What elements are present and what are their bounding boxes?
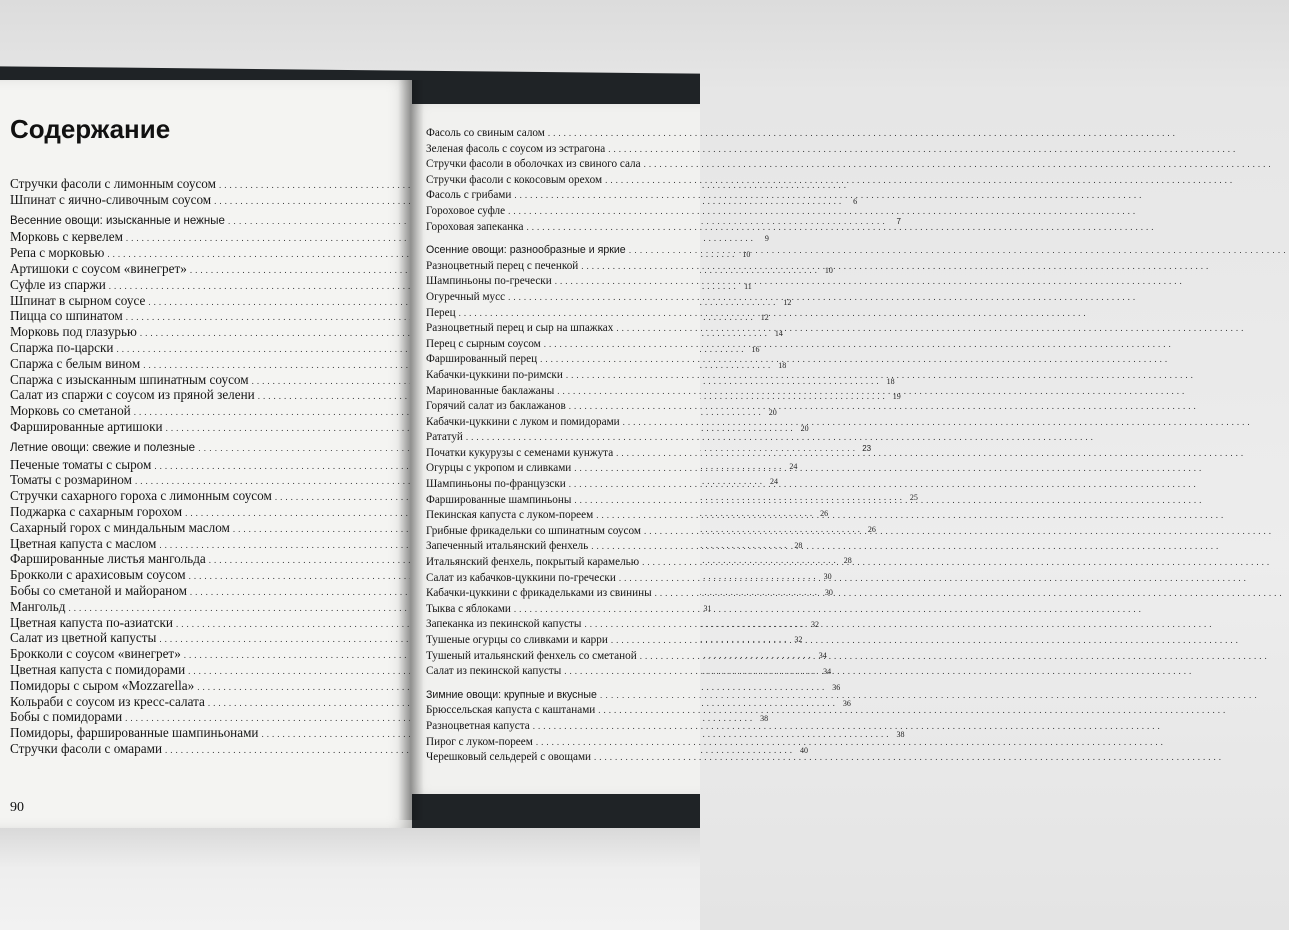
toc-entry — [426, 306, 694, 322]
toc-entry-page: 20 — [768, 408, 777, 418]
toc-entry — [426, 352, 694, 368]
leader-dots — [594, 750, 1224, 766]
toc-entry — [426, 430, 694, 446]
toc-entry-page: 36 — [832, 682, 841, 692]
toc-entry-page: 34 — [818, 651, 827, 661]
toc-entry-page: 28 — [843, 556, 852, 566]
toc-entry-title: Фаршированный перец — [426, 353, 538, 366]
toc-entry-title: Маринованные баклажаны — [426, 384, 555, 397]
toc-entry-title: Зимние овощи: крупные и вкусные — [426, 688, 597, 701]
toc-entry-title: Тыква с яблоками — [426, 602, 511, 615]
page-title: Содержание — [10, 114, 171, 144]
leader-dots — [574, 493, 1204, 509]
leader-dots — [608, 142, 1238, 158]
toc-entry-page: 19 — [892, 392, 901, 402]
toc-entry — [426, 220, 694, 236]
leader-dots — [536, 735, 1166, 751]
toc-entry-page: 30 — [823, 572, 832, 582]
toc-entry-title: Запеканка из пекинской капусты — [426, 618, 582, 631]
toc-entry-title: Салат из спаржи с соусом из пряной зелени — [10, 387, 255, 403]
toc-entry-title: Черешковый сельдерей с овощами — [426, 751, 592, 764]
toc-entry-title: Салат из цветной капусты — [10, 630, 157, 646]
leader-dots — [569, 477, 1199, 493]
toc-entry-title: Кабачки-цуккини по-римски — [426, 368, 563, 381]
toc-entry-page: 12 — [760, 313, 769, 323]
toc-entry — [426, 337, 694, 353]
leader-dots — [598, 703, 1228, 719]
leader-dots — [644, 524, 1274, 540]
toc-entry — [426, 524, 694, 540]
toc-entry-page: 18 — [778, 360, 787, 370]
toc-entry-page: 26 — [867, 524, 876, 534]
toc-section-heading — [426, 243, 694, 259]
toc-entry-page: 18 — [886, 376, 895, 386]
toc-entry-title: Спаржа с изысканным шпинатным соусом — [10, 371, 249, 387]
leader-dots — [508, 204, 1138, 220]
toc-entry-title: Морковь с кервелем — [10, 229, 123, 245]
leader-dots — [544, 337, 1174, 353]
leader-dots — [600, 688, 1260, 704]
leader-dots — [557, 384, 1187, 400]
toc-entry — [426, 477, 694, 493]
toc-entry-page: 16 — [751, 344, 760, 354]
toc-entry — [426, 290, 694, 306]
leader-dots — [619, 571, 1249, 587]
leader-dots — [514, 602, 1144, 618]
leader-dots — [629, 243, 1289, 259]
toc-entry-title: Фаршированные шампиньоны — [426, 493, 572, 506]
leader-dots — [605, 173, 1235, 189]
toc-entry-page: 32 — [810, 619, 819, 629]
toc-entry — [426, 321, 694, 337]
toc-entry-title: Зеленая фасоль с соусом из эстрагона — [426, 142, 606, 155]
toc-entry-title: Мангольд — [10, 598, 66, 614]
toc-entry-title: Цветная капуста с маслом — [10, 535, 157, 551]
leader-dots — [596, 508, 1226, 524]
toc-entry — [426, 415, 694, 431]
toc-entry-title: Фаршированные листья мангольда — [10, 551, 206, 567]
leader-dots — [540, 352, 1170, 368]
toc-entry-page: 23 — [862, 443, 872, 453]
leader-dots — [574, 461, 1204, 477]
toc-entry-title: Стручки фасоли с омарами — [10, 740, 163, 756]
toc-entry-title: Сахарный горох с миндальным маслом — [10, 519, 230, 535]
toc-entry-page: 30 — [824, 587, 833, 597]
toc-entry — [426, 735, 694, 751]
toc-entry-title: Цветная капуста с помидорами — [10, 661, 186, 677]
toc-entry-title: Суфле из спаржи — [10, 276, 106, 292]
toc-entry-title: Разноцветный перец и сыр на шпажках — [426, 322, 614, 335]
table-surface — [0, 828, 700, 930]
toc-entry-title: Стручки фасоли с кокосовым орехом — [426, 173, 603, 186]
toc-entry — [426, 259, 694, 275]
toc-entry — [426, 368, 694, 384]
leader-dots — [591, 539, 1221, 555]
toc-entry-title: Огуречный мусс — [426, 290, 506, 303]
toc-entry-page: 14 — [774, 329, 783, 339]
toc-entry-page: 24 — [769, 477, 778, 487]
toc-entry-title: Фасоль с грибами — [426, 189, 512, 202]
toc-entry — [426, 157, 694, 173]
toc-entry-page: 26 — [820, 508, 829, 518]
toc-entry — [426, 126, 694, 142]
toc-entry-page: 38 — [760, 714, 769, 724]
toc-entry-title: Морковь под глазурью — [10, 324, 137, 340]
leader-dots — [569, 399, 1199, 415]
toc-entry-title: Кольраби с соусом из кресс-салата — [10, 693, 205, 709]
toc-entry — [426, 188, 694, 204]
leader-dots — [508, 290, 1138, 306]
toc-entry-page: 9 — [764, 234, 769, 244]
toc-entry-page: 7 — [896, 216, 901, 226]
toc-entry-title: Початки кукурузы с семенами кунжута — [426, 446, 614, 459]
toc-entry — [426, 446, 694, 462]
toc-entry — [426, 508, 694, 524]
toc-entry — [10, 229, 769, 245]
toc-entry-page: 10 — [824, 265, 833, 275]
toc-entry-title: Шампиньоны по-гречески — [426, 275, 552, 288]
toc-entry — [426, 617, 694, 633]
toc-entry-title: Спаржа по-царски — [10, 339, 114, 355]
toc-entry-title: Салат из пекинской капусты — [426, 665, 562, 678]
toc-entry-page: 38 — [896, 730, 905, 740]
toc-entry-title: Бобы со сметаной и майораном — [10, 582, 187, 598]
toc-entry-page: 11 — [744, 281, 752, 291]
toc-entry-title: Поджарка с сахарным горохом — [10, 503, 183, 519]
toc-entry-title: Артишоки с соусом «винегрет» — [10, 260, 187, 276]
toc-entry-title: Летние овощи: свежие и полезные — [10, 441, 196, 454]
toc-entry-page: 28 — [794, 540, 803, 550]
toc-entry — [426, 750, 694, 766]
toc-entry — [426, 274, 694, 290]
toc-entry-title: Шпинат в сырном соусе — [10, 292, 146, 308]
leader-dots — [581, 259, 1211, 275]
toc-section-heading — [426, 688, 694, 704]
toc-entry-title: Брюссельская капуста с каштанами — [426, 704, 596, 717]
toc-entry-title: Пирог с луком-пореем — [426, 735, 533, 748]
toc-entry — [426, 555, 694, 571]
toc-entry-page: 12 — [783, 297, 792, 307]
toc-entry-title: Репа с морковью — [10, 245, 105, 261]
toc-entry-title: Гороховое суфле — [426, 204, 506, 217]
toc-entry-title: Стручки фасоли в оболочках из свиного сала — [426, 158, 641, 171]
toc-entry-title: Брокколи с соусом «винегрет» — [10, 646, 181, 662]
toc-entry-title: Запеченный итальянский фенхель — [426, 540, 589, 553]
toc-entry-page: 24 — [789, 461, 798, 471]
toc-entry — [426, 602, 694, 618]
toc-entry — [10, 176, 398, 192]
toc-entry-page: 31 — [703, 603, 712, 613]
toc-entry-page: 6 — [853, 196, 858, 206]
leader-dots — [644, 157, 1274, 173]
toc-entry-page: 36 — [842, 698, 851, 708]
toc-entry-title: Перец с сырным соусом — [426, 337, 541, 350]
toc-entry-title: Тушеные огурцы со сливками и карри — [426, 634, 608, 646]
toc-entry-title: Шпинат с яично-сливочным соусом — [10, 191, 212, 207]
leader-dots — [623, 415, 1253, 431]
toc-entry-title: Итальянский фенхель, покрытый карамелью — [426, 556, 640, 569]
leader-dots — [514, 188, 1144, 204]
toc-entry-title: Фасоль со свиным салом — [426, 127, 545, 139]
toc-entry-title: Пекинская капуста с луком-пореем — [426, 509, 594, 522]
toc-entry-title: Помидоры, фаршированные шампиньонами — [10, 725, 259, 741]
toc-entry-title: Фаршированные артишоки — [10, 418, 163, 434]
toc-entry — [426, 719, 694, 735]
toc-entry-title: Осенние овощи: разнообразные и яркие — [426, 244, 626, 257]
toc-entry-title: Тушеный итальянский фенхель со сметаной — [426, 649, 637, 662]
toc-entry-title: Томаты с розмарином — [10, 472, 132, 488]
leader-dots — [584, 617, 1214, 633]
toc-entry-title: Бобы с помидорами — [10, 709, 123, 725]
toc-entry-title: Огурцы с укропом и сливками — [426, 462, 572, 475]
toc-entry-title: Гороховая запеканка — [426, 220, 524, 233]
leader-dots — [655, 586, 1285, 602]
leader-dots — [566, 368, 1196, 384]
leader-dots — [611, 633, 1241, 649]
leader-dots — [642, 555, 1272, 571]
toc-entry-title: Грибные фрикадельки со шпинатным соусом — [426, 524, 641, 537]
toc-entry — [426, 384, 694, 400]
toc-entry — [426, 586, 694, 602]
toc-entry-title: Кабачки-цуккини с фрикадельками из свинины — [426, 587, 652, 600]
toc-entry — [426, 173, 694, 189]
toc-entry-title: Рататуй — [426, 431, 463, 444]
toc-entry-title: Горячий салат из баклажанов — [426, 400, 566, 413]
toc-entry-title: Разноцветный перец с печенкой — [426, 259, 579, 272]
toc-entry-title: Печеные томаты с сыром — [10, 456, 152, 472]
toc-entry-title: Пицца со шпинатом — [10, 308, 123, 324]
toc-entry — [426, 399, 694, 415]
toc-entry-page: 20 — [800, 423, 809, 433]
leader-dots — [616, 321, 1246, 337]
toc-entry-title: Помидоры с сыром «Mozzarella» — [10, 677, 195, 693]
toc-entry — [426, 461, 694, 477]
toc-entry-page: 34 — [823, 666, 832, 676]
toc-entry-title: Брокколи с арахисовым соусом — [10, 567, 186, 583]
leader-dots — [564, 664, 1194, 680]
leader-dots — [459, 306, 1089, 322]
toc-entry — [426, 204, 694, 220]
toc-entry-page: 40 — [800, 745, 809, 755]
toc-entry-title: Кабачки-цуккини с луком и помидорами — [426, 415, 620, 428]
page-number: 90 — [10, 800, 24, 815]
toc-entry-title: Перец — [426, 306, 456, 319]
leader-dots — [526, 220, 1156, 236]
toc-entry-page: 25 — [909, 493, 918, 503]
right-page — [410, 104, 700, 794]
toc-entry — [426, 633, 694, 649]
leader-dots — [640, 649, 1270, 665]
toc-entry-title: Разноцветная капуста — [426, 719, 530, 732]
toc-entry-title: Шампиньоны по-французски — [426, 478, 566, 491]
toc-entry-page: 32 — [794, 635, 803, 645]
toc-entry-title: Морковь со сметаной — [10, 403, 131, 419]
leader-dots — [616, 446, 1246, 462]
toc-entry-page: 10 — [742, 250, 751, 260]
leader-dots — [548, 126, 1178, 142]
toc-entry — [10, 677, 841, 694]
toc-entry — [426, 493, 694, 509]
toc-entry — [426, 142, 694, 158]
toc-entry-title: Цветная капуста по-азиатски — [10, 614, 173, 630]
toc-entry — [426, 571, 694, 587]
toc-entry-title: Стручки фасоли с лимонным соусом — [10, 176, 216, 191]
toc-entry-title: Спаржа с белым вином — [10, 355, 141, 371]
toc-entry — [426, 703, 694, 719]
toc-entry — [426, 664, 694, 680]
table-of-contents-right — [426, 126, 694, 766]
toc-entry-title: Весенние овощи: изысканные и нежные — [10, 214, 225, 227]
leader-dots — [466, 430, 1096, 446]
leader-dots — [555, 274, 1185, 290]
toc-entry-title: Стручки сахарного гороха с лимонным соусом — [10, 488, 272, 504]
toc-entry-title: Салат из кабачков-цуккини по-гречески — [426, 571, 616, 584]
toc-entry — [426, 539, 694, 555]
leader-dots — [533, 719, 1163, 735]
toc-entry — [426, 649, 694, 665]
